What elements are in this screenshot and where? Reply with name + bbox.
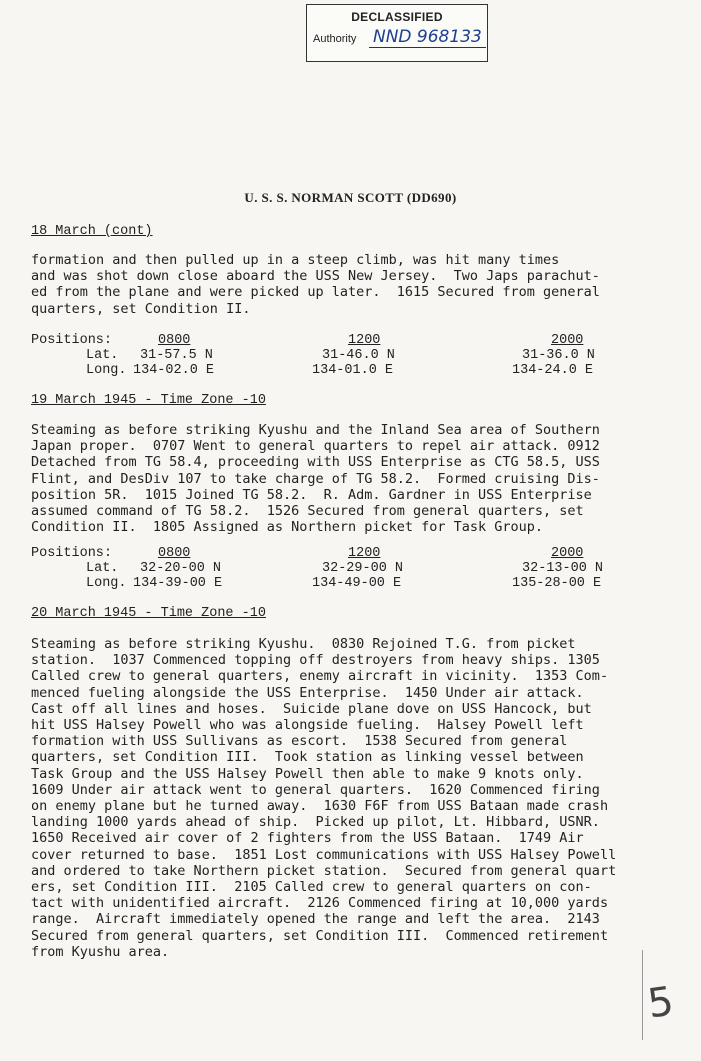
time-2000: 2000	[551, 546, 584, 561]
long-1200: 134-49-00 E	[312, 576, 402, 591]
section-text-18-march: formation and then pulled up in a steep climb, was hit many times and was shot down close aboard the USS New Jersey. Two Japs parachut- ed from the plane and were picked up later. 1615 Secured from general quarters, set Condition II.	[31, 252, 600, 317]
long-2000: 134-24.0 E	[512, 363, 594, 378]
lat-label: Lat.	[86, 348, 119, 363]
lat-2000: 32-13-00 N	[522, 561, 604, 576]
section-text-19-march: Steaming as before striking Kyushu and the Inland Sea area of Southern Japan proper. 0707 Went to general quarters to repel air attack. 0912 Detached from TG 58.4, proceeding with USS Enterprise as CTG 58.5, USS Flint, and DesDiv 107 to take charge of TG 58.2. Formed cruising Dis- position 5R. 1015 Joined TG 58.2. R. Adm. Gardner in USS Enterprise assumed command of TG 58.2. 1526 Secured from general quarters, set Condition II. 1805 Assigned as Northern picket for Task Group.	[31, 422, 600, 536]
declassified-stamp	[306, 4, 488, 62]
time-1200: 1200	[348, 546, 381, 561]
positions-label: Positions:	[31, 333, 113, 348]
section-heading-20-march: 20 March 1945 - Time Zone -10	[31, 606, 266, 621]
page-number: 5	[644, 978, 677, 1028]
stamp-authority-value: NND 968133	[369, 27, 486, 48]
lat-0800: 32-20-00 N	[140, 561, 222, 576]
time-0800: 0800	[158, 333, 191, 348]
lat-2000: 31-36.0 N	[522, 348, 595, 363]
positions-label: Positions:	[31, 546, 113, 561]
lat-0800: 31-57.5 N	[140, 348, 213, 363]
long-0800: 134-39-00 E	[133, 576, 223, 591]
section-heading-19-march: 19 March 1945 - Time Zone -10	[31, 393, 266, 408]
long-label: Long.	[86, 363, 127, 378]
time-1200: 1200	[348, 333, 381, 348]
stamp-authority-label: Authority	[313, 33, 357, 45]
lat-1200: 31-46.0 N	[322, 348, 395, 363]
long-1200: 134-01.0 E	[312, 363, 394, 378]
long-2000: 135-28-00 E	[512, 576, 602, 591]
section-text-20-march: Steaming as before striking Kyushu. 0830 Rejoined T.G. from picket station. 1037 Commenced topping off destroyers from heavy ships. 1305 Called crew to general quarters, enemy aircraft in vicinity. 1353 Com- menced fueling alongside the USS Enterprise. 1450 Under air attack. Cast off all lines and hoses. Suicide plane dove on USS Hancock, but hit USS Halsey Powell who was alongside fueling. Halsey Powell left formation with USS Sullivans as escort. 1538 Secured from general quarters, set Condition III. Took station as linking vessel between Task Group and the USS Halsey Powell then able to make 9 knots only. 1609 Under air attack went to general quarters. 1620 Commenced firing on enemy plane but he turned away. 1630 F6F from USS Bataan made crash landing 1000 yards ahead of ship. Picked up pilot, Lt. Hibbard, USNR. 1650 Received air cover of 2 fighters from the USS Bataan. 1749 Air cover returned to base. 1851 Lost communications with USS Halsey Powell and ordered to take Northern picket station. Secured from general quart ers, set Condition III. 2105 Called crew to general quarters on con- tact with unidentified aircraft. 2126 Commenced firing at 10,000 yards range. Aircraft immediately opened the range and left the area. 2143 Secured from general quarters, set Condition III. Commenced retirement from Kyushu area.	[31, 636, 617, 960]
long-label: Long.	[86, 576, 127, 591]
lat-1200: 32-29-00 N	[322, 561, 404, 576]
section-heading-18-march: 18 March (cont)	[31, 224, 153, 239]
lat-label: Lat.	[86, 561, 119, 576]
margin-line	[642, 950, 643, 1040]
time-2000: 2000	[551, 333, 584, 348]
document-title: U. S. S. NORMAN SCOTT (DD690)	[244, 190, 457, 205]
time-0800: 0800	[158, 546, 191, 561]
stamp-title: DECLASSIFIED	[351, 10, 443, 24]
long-0800: 134-02.0 E	[133, 363, 215, 378]
